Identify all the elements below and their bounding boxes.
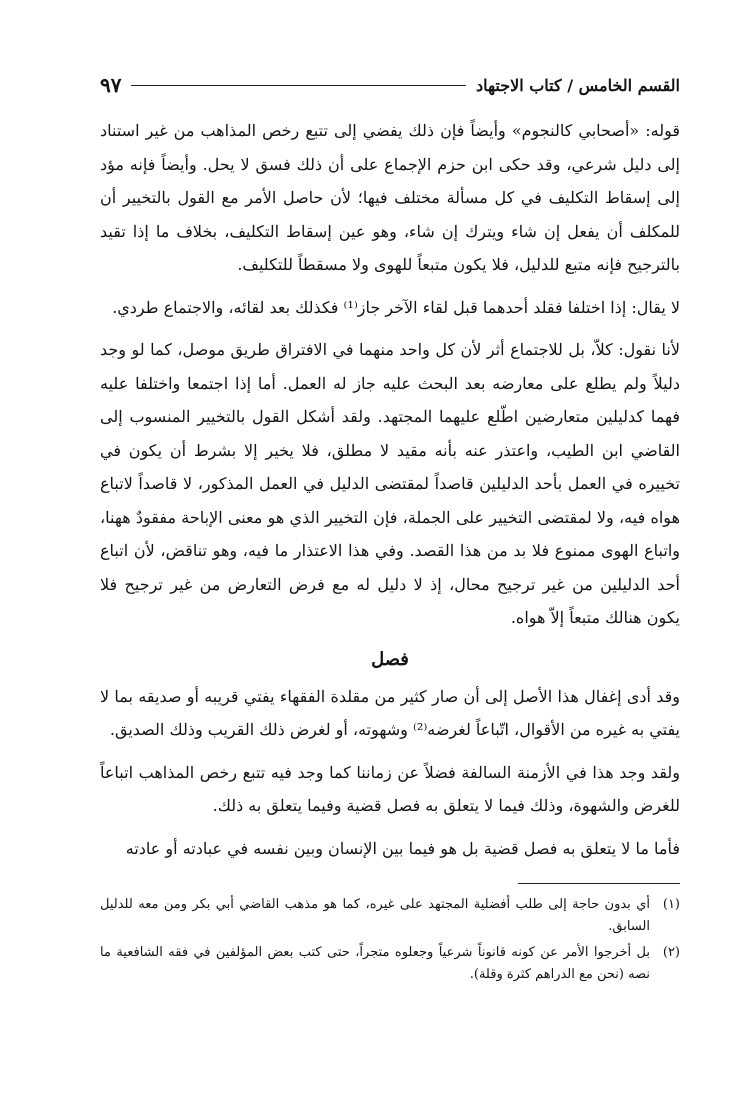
footnote-number: (٢) [662,945,680,960]
page-body [100,114,680,865]
footnote-text: بل أخرجوا الأمر عن كونه قانوناً شرعياً وجعلوه متجراً، حتى كتب بعض المؤلفين في فقه الشافعية ما نصه (نحن مع الدراهم كثرة وقلة). [100,945,650,982]
header-rule [131,85,466,86]
paragraph: قوله: «أصحابي كالنجوم» وأيضاً فإن ذلك يفضي إلى تتبع رخص المذاهب من غير استناد إلى دليل شرعي، وقد حكى ابن حزم الإجماع على أن ذلك فسق لا يحل. وأيضاً فإنه مؤد إلى إسقاط التكليف في كل مسألة مختلف فيها؛ لأن حاصل الأمر مع القول بالتخيير أن للمكلف أن يفعل إن شاء ويترك إن شاء، وهو عين إسقاط التكليف، بخلاف ما إذا تقيد بالترجيح فإنه متبع للدليل، فلا يكون متبعاً للهوى ولا مسقطاً للتكليف. [100,121,680,274]
footnote [100,942,680,986]
book-page [100,70,680,990]
page-number: ٩٧ [100,73,122,97]
paragraph: وقد أدى إغفال هذا الأصل إلى أن صار كثير من مقلدة الفقهاء يفتي قريبه أو صديقه بما لا يفتي به غيره من الأقوال، اتّباعاً لغرضه⁽²⁾ وشهوته، أو لغرض ذلك القريب وذلك الصديق. [100,686,680,739]
footnote-text: أي بدون حاجة إلى طلب أفضلية المجتهد على غيره، كما هو مذهب القاضي أبي بكر ومن معه للدليل السابق. [100,897,650,934]
footnote [100,894,680,938]
paragraph: لا يقال: إذا اختلفا فقلد أحدهما قبل لقاء الآخر جاز⁽¹⁾ فكذلك بعد لقائه، والاجتماع طردي. [112,297,680,317]
paragraph: فأما ما لا يتعلق به فصل قضية بل هو فيما بين الإنسان وبين نفسه في عبادته أو عادته [125,838,680,858]
footnote-number: (١) [662,897,680,912]
running-title: القسم الخامس / كتاب الاجتهاد [476,75,680,95]
section-title: فصل [371,648,409,670]
paragraph: لأنا نقول: كلاّ، بل للاجتماع أثر لأن كل واحد منهما في الافتراق طريق موصل، كما لو وجد دليلاً ولم يطلع على معارضه بعد البحث عليه جاز له العمل. أما إذا اجتمعا واختلفا عليه فهما كدليلين متعارضين اطّلع عليهما المجتهد. ولقد أشكل القول بالتخيير المنسوب إلى القاضي ابن الطيب، واعتذر عنه بأنه مقيد لا مطلق، فلا يخير إلا بشرط أن يكون في تخييره في العمل بأحد الدليلين قاصداً لمقتضى الدليل في العمل المذكور، لا قاصداً لاتباع هواه فيه، ولا لمقتضى التخيير على الجملة، فإن التخيير الذي هو معنى الإباحة مفقودٌ ههنا، واتباع الهوى ممنوع فلا بد من هذا القصد. وفي هذا الاعتذار ما فيه، وهو تناقض، لأن اتباع أحد الدليلين من غير ترجيح محال، إذ لا دليل له مع فرض التعارض من غير ترجيح فلا يكون هنالك متبعاً إلاّ هواه. [100,340,681,627]
footnotes [100,894,680,986]
footnote-rule [518,883,680,884]
paragraph: ولقد وجد هذا في الأزمنة السالفة فضلاً عن زماننا كما وجد فيه تتبع رخص المذاهب اتباعاً للغرض والشهوة، وذلك فيما لا يتعلق به فصل قضية وفيما يتعلق به ذلك. [100,762,680,815]
page-header [100,70,680,100]
